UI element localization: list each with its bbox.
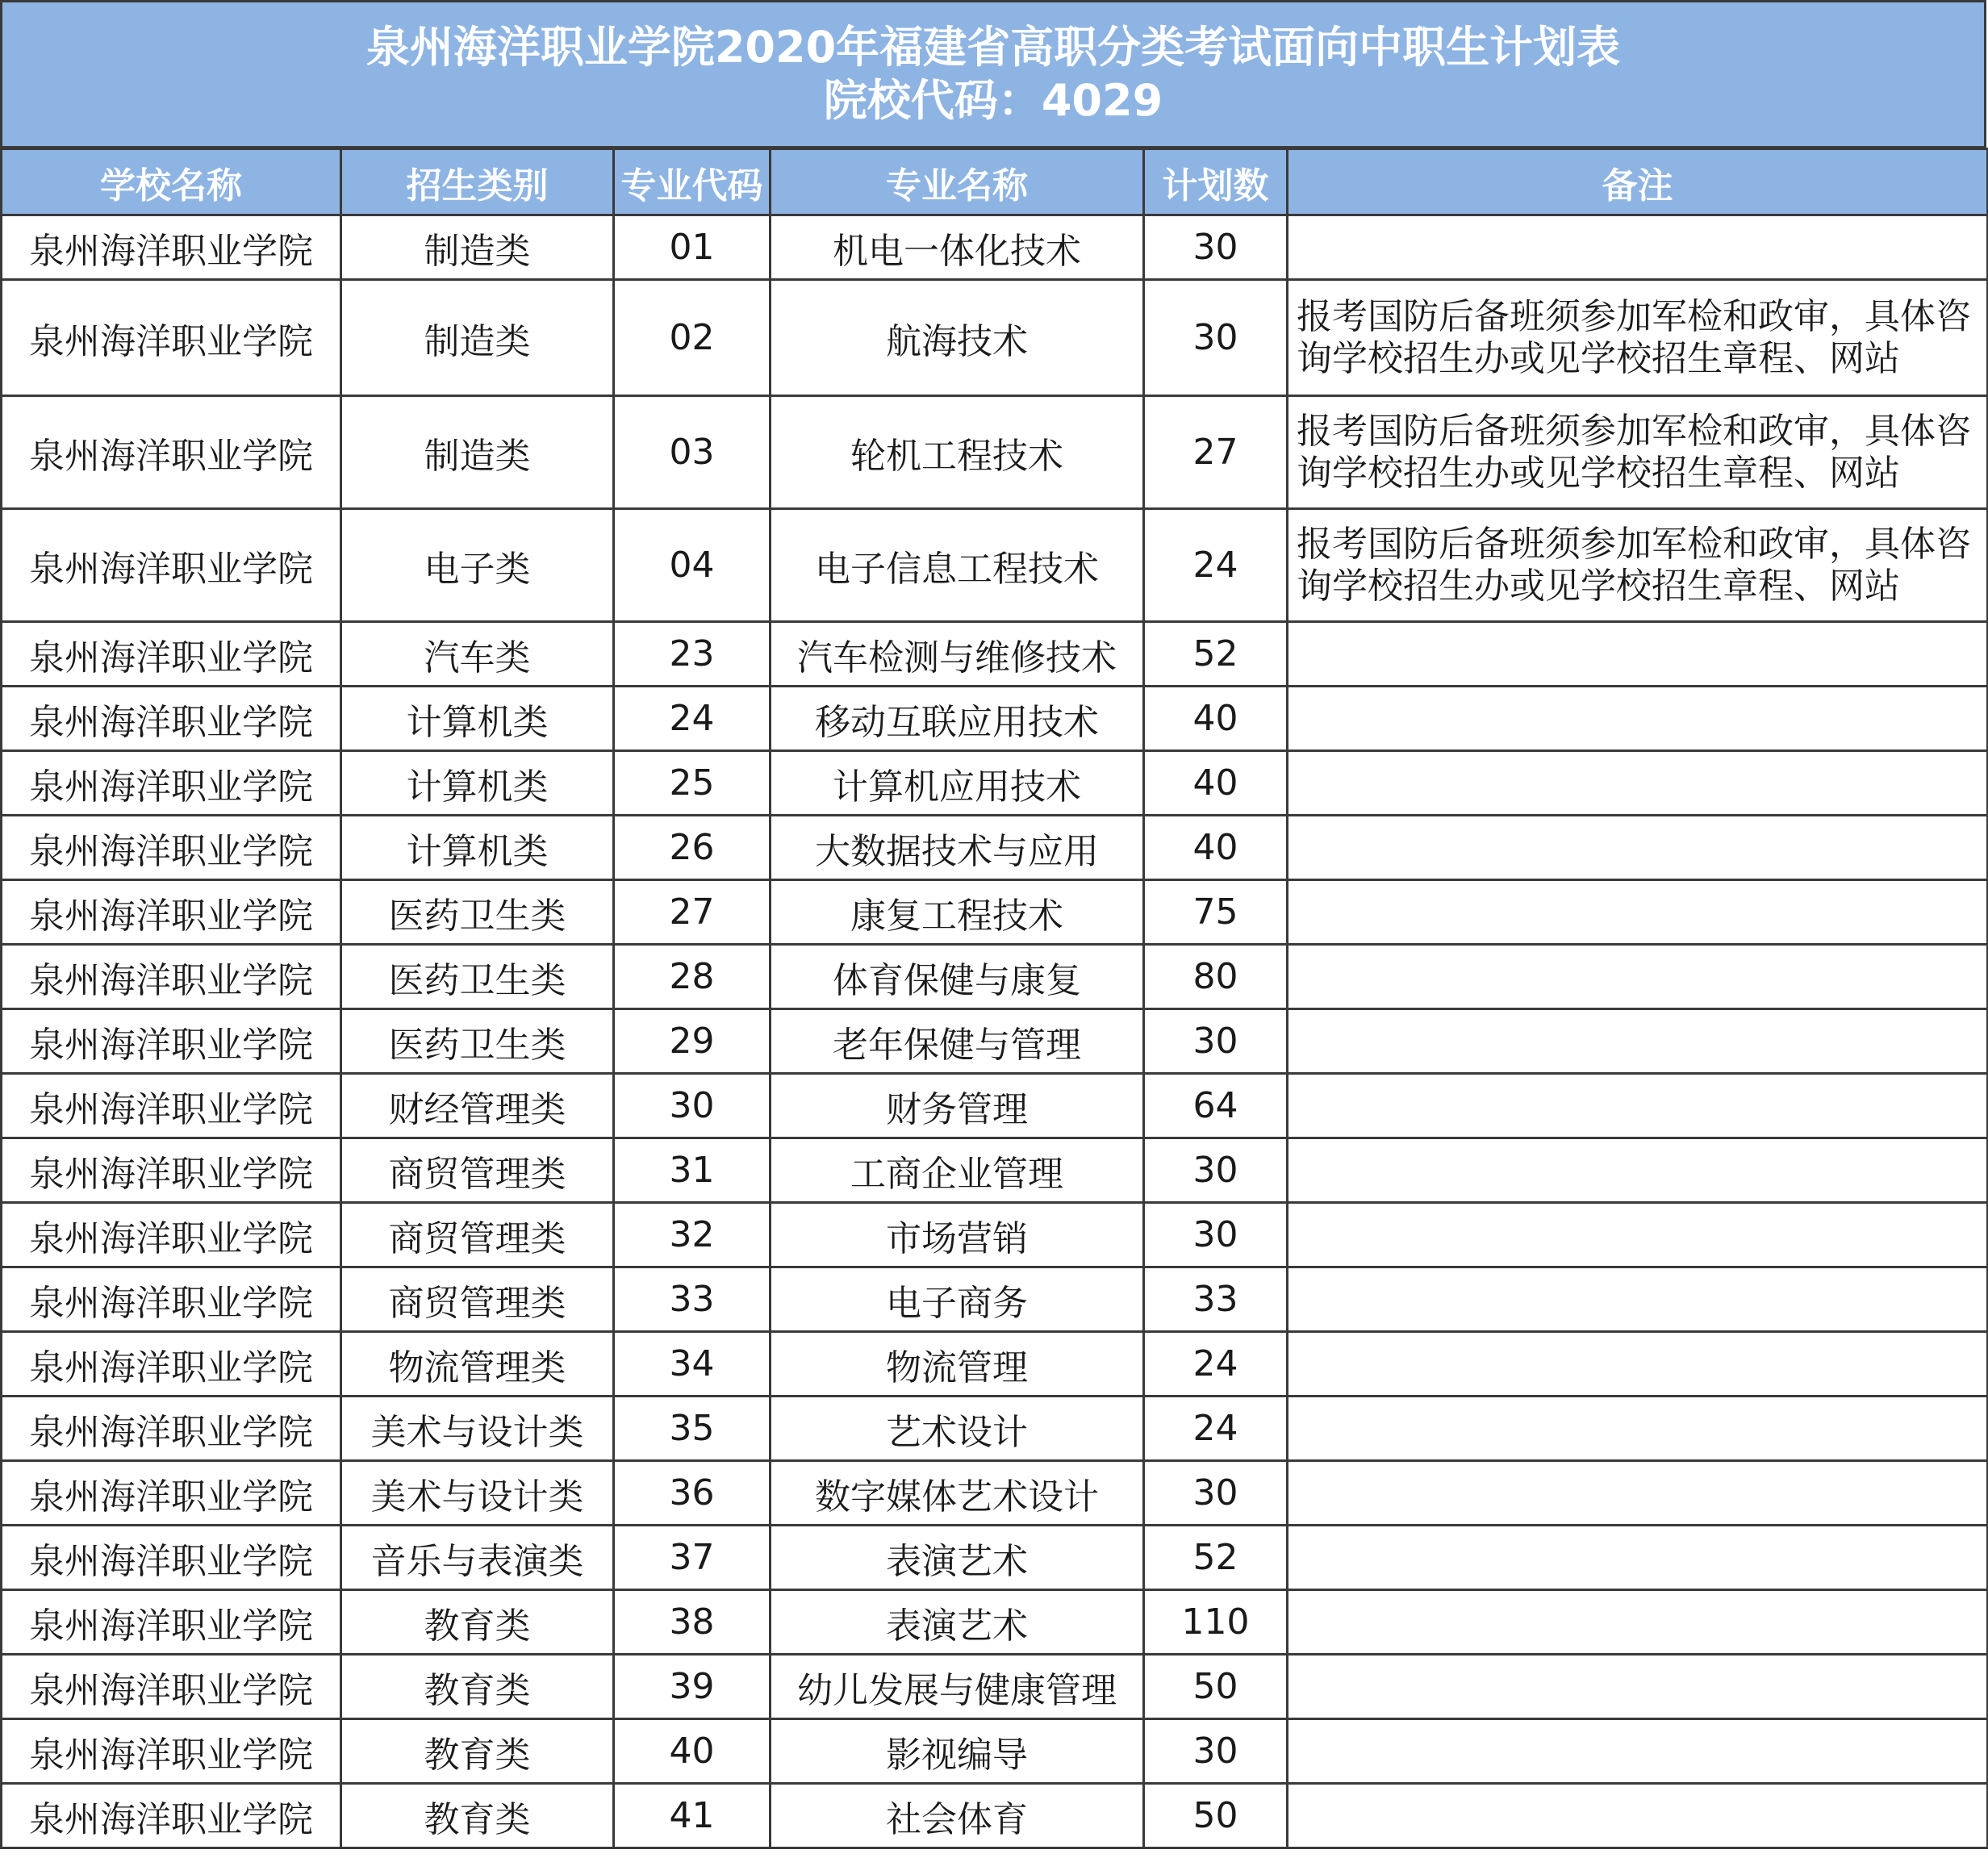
- cell-code: 36: [614, 1461, 771, 1526]
- table-row: [2, 1203, 1988, 1267]
- cell-category: 教育类: [341, 1590, 614, 1655]
- cell-code: 37: [614, 1526, 771, 1590]
- cell-code: 41: [614, 1784, 771, 1848]
- table-row: [2, 509, 1988, 622]
- cell-code: 30: [614, 1074, 771, 1138]
- title-block: [0, 0, 1986, 148]
- cell-remark: [1288, 1332, 1988, 1397]
- cell-remark: [1288, 751, 1988, 816]
- cell-category: 医药卫生类: [341, 880, 614, 945]
- cell-plan: 40: [1144, 751, 1288, 816]
- cell-major: 表演艺术: [771, 1526, 1144, 1590]
- cell-remark: [1288, 215, 1988, 280]
- table-row: [2, 1655, 1988, 1719]
- cell-school: 泉州海洋职业学院: [2, 1461, 341, 1526]
- cell-major: 老年保健与管理: [771, 1009, 1144, 1074]
- cell-code: 27: [614, 880, 771, 945]
- cell-school: 泉州海洋职业学院: [2, 1074, 341, 1138]
- cell-school: 泉州海洋职业学院: [2, 280, 341, 396]
- cell-code: 26: [614, 816, 771, 880]
- table-row: [2, 1138, 1988, 1203]
- cell-category: 汽车类: [341, 622, 614, 687]
- cell-category: 物流管理类: [341, 1332, 614, 1397]
- cell-plan: 30: [1144, 280, 1288, 396]
- cell-category: 医药卫生类: [341, 945, 614, 1009]
- cell-school: 泉州海洋职业学院: [2, 1526, 341, 1590]
- table-row: [2, 396, 1988, 509]
- table-row: [2, 816, 1988, 880]
- cell-plan: 33: [1144, 1267, 1288, 1332]
- cell-plan: 50: [1144, 1655, 1288, 1719]
- cell-category: 制造类: [341, 280, 614, 396]
- cell-major: 大数据技术与应用: [771, 816, 1144, 880]
- cell-school: 泉州海洋职业学院: [2, 751, 341, 816]
- cell-major: 汽车检测与维修技术: [771, 622, 1144, 687]
- table-row: [2, 751, 1988, 816]
- header-row: [2, 149, 1988, 215]
- header-category: 招生类别: [341, 149, 614, 215]
- cell-code: 34: [614, 1332, 771, 1397]
- cell-plan: 30: [1144, 1009, 1288, 1074]
- cell-plan: 64: [1144, 1074, 1288, 1138]
- table-row: [2, 1526, 1988, 1590]
- cell-school: 泉州海洋职业学院: [2, 1590, 341, 1655]
- cell-major: 机电一体化技术: [771, 215, 1144, 280]
- cell-major: 财务管理: [771, 1074, 1144, 1138]
- cell-remark: [1288, 880, 1988, 945]
- cell-school: 泉州海洋职业学院: [2, 1009, 341, 1074]
- cell-major: 艺术设计: [771, 1397, 1144, 1461]
- cell-major: 幼儿发展与健康管理: [771, 1655, 1144, 1719]
- cell-major: 康复工程技术: [771, 880, 1144, 945]
- cell-school: 泉州海洋职业学院: [2, 1267, 341, 1332]
- cell-remark: [1288, 687, 1988, 751]
- header-school: 学校名称: [2, 149, 341, 215]
- table-row: [2, 1719, 1988, 1784]
- cell-category: 教育类: [341, 1719, 614, 1784]
- cell-plan: 110: [1144, 1590, 1288, 1655]
- table-row: [2, 1074, 1988, 1138]
- cell-major: 表演艺术: [771, 1590, 1144, 1655]
- cell-remark: [1288, 1655, 1988, 1719]
- table-row: [2, 1267, 1988, 1332]
- header-code: 专业代码: [614, 149, 771, 215]
- cell-code: 03: [614, 396, 771, 509]
- cell-plan: 30: [1144, 1719, 1288, 1784]
- cell-school: 泉州海洋职业学院: [2, 880, 341, 945]
- cell-major: 社会体育: [771, 1784, 1144, 1848]
- cell-plan: 75: [1144, 880, 1288, 945]
- cell-plan: 24: [1144, 1397, 1288, 1461]
- cell-remark: 报考国防后备班须参加军检和政审，具体咨询学校招生办或见学校招生章程、网站: [1288, 396, 1988, 509]
- cell-major: 航海技术: [771, 280, 1144, 396]
- table-row: [2, 280, 1988, 396]
- cell-plan: 30: [1144, 1203, 1288, 1267]
- cell-plan: 40: [1144, 816, 1288, 880]
- cell-remark: [1288, 1009, 1988, 1074]
- cell-remark: [1288, 622, 1988, 687]
- cell-school: 泉州海洋职业学院: [2, 1719, 341, 1784]
- cell-category: 商贸管理类: [341, 1203, 614, 1267]
- cell-school: 泉州海洋职业学院: [2, 1203, 341, 1267]
- cell-plan: 50: [1144, 1784, 1288, 1848]
- table-row: [2, 1461, 1988, 1526]
- cell-plan: 40: [1144, 687, 1288, 751]
- cell-category: 音乐与表演类: [341, 1526, 614, 1590]
- cell-plan: 30: [1144, 1461, 1288, 1526]
- cell-category: 计算机类: [341, 687, 614, 751]
- cell-major: 电子商务: [771, 1267, 1144, 1332]
- cell-code: 39: [614, 1655, 771, 1719]
- cell-category: 财经管理类: [341, 1074, 614, 1138]
- cell-remark: [1288, 1203, 1988, 1267]
- cell-remark: [1288, 1590, 1988, 1655]
- cell-remark: [1288, 1719, 1988, 1784]
- cell-plan: 80: [1144, 945, 1288, 1009]
- table-row: [2, 880, 1988, 945]
- cell-category: 电子类: [341, 509, 614, 622]
- cell-major: 数字媒体艺术设计: [771, 1461, 1144, 1526]
- cell-category: 制造类: [341, 215, 614, 280]
- cell-school: 泉州海洋职业学院: [2, 1332, 341, 1397]
- table-row: [2, 1397, 1988, 1461]
- table-row: [2, 1009, 1988, 1074]
- cell-remark: [1288, 1526, 1988, 1590]
- cell-remark: [1288, 1138, 1988, 1203]
- cell-category: 医药卫生类: [341, 1009, 614, 1074]
- cell-school: 泉州海洋职业学院: [2, 1138, 341, 1203]
- cell-remark: [1288, 1267, 1988, 1332]
- cell-remark: [1288, 945, 1988, 1009]
- cell-major: 物流管理: [771, 1332, 1144, 1397]
- cell-school: 泉州海洋职业学院: [2, 1397, 341, 1461]
- table-row: [2, 687, 1988, 751]
- cell-school: 泉州海洋职业学院: [2, 509, 341, 622]
- cell-remark: [1288, 1784, 1988, 1848]
- cell-category: 教育类: [341, 1784, 614, 1848]
- cell-category: 美术与设计类: [341, 1397, 614, 1461]
- cell-remark: [1288, 1461, 1988, 1526]
- cell-major: 市场营销: [771, 1203, 1144, 1267]
- cell-category: 美术与设计类: [341, 1461, 614, 1526]
- cell-major: 体育保健与康复: [771, 945, 1144, 1009]
- table-row: [2, 622, 1988, 687]
- cell-major: 移动互联应用技术: [771, 687, 1144, 751]
- cell-code: 02: [614, 280, 771, 396]
- cell-code: 24: [614, 687, 771, 751]
- cell-code: 23: [614, 622, 771, 687]
- cell-plan: 52: [1144, 1526, 1288, 1590]
- cell-major: 影视编导: [771, 1719, 1144, 1784]
- cell-category: 计算机类: [341, 751, 614, 816]
- cell-category: 商贸管理类: [341, 1138, 614, 1203]
- cell-code: 40: [614, 1719, 771, 1784]
- header-remark: 备注: [1288, 149, 1988, 215]
- cell-code: 28: [614, 945, 771, 1009]
- cell-code: 04: [614, 509, 771, 622]
- cell-school: 泉州海洋职业学院: [2, 1655, 341, 1719]
- cell-code: 38: [614, 1590, 771, 1655]
- table-row: [2, 1590, 1988, 1655]
- cell-major: 工商企业管理: [771, 1138, 1144, 1203]
- table-row: [2, 945, 1988, 1009]
- cell-major: 电子信息工程技术: [771, 509, 1144, 622]
- cell-category: 教育类: [341, 1655, 614, 1719]
- cell-school: 泉州海洋职业学院: [2, 816, 341, 880]
- cell-code: 01: [614, 215, 771, 280]
- cell-school: 泉州海洋职业学院: [2, 396, 341, 509]
- cell-school: 泉州海洋职业学院: [2, 1784, 341, 1848]
- cell-code: 33: [614, 1267, 771, 1332]
- cell-category: 商贸管理类: [341, 1267, 614, 1332]
- cell-plan: 27: [1144, 396, 1288, 509]
- cell-category: 制造类: [341, 396, 614, 509]
- cell-plan: 52: [1144, 622, 1288, 687]
- cell-major: 计算机应用技术: [771, 751, 1144, 816]
- cell-school: 泉州海洋职业学院: [2, 687, 341, 751]
- cell-code: 25: [614, 751, 771, 816]
- cell-plan: 24: [1144, 1332, 1288, 1397]
- table-row: [2, 215, 1988, 280]
- school-code: 院校代码：4029: [823, 75, 1163, 126]
- page-title: 泉州海洋职业学院2020年福建省高职分类考试面向中职生计划表: [365, 22, 1621, 73]
- cell-plan: 30: [1144, 1138, 1288, 1203]
- cell-category: 计算机类: [341, 816, 614, 880]
- cell-school: 泉州海洋职业学院: [2, 215, 341, 280]
- cell-code: 31: [614, 1138, 771, 1203]
- cell-code: 29: [614, 1009, 771, 1074]
- cell-remark: 报考国防后备班须参加军检和政审，具体咨询学校招生办或见学校招生章程、网站: [1288, 280, 1988, 396]
- cell-school: 泉州海洋职业学院: [2, 622, 341, 687]
- cell-remark: 报考国防后备班须参加军检和政审，具体咨询学校招生办或见学校招生章程、网站: [1288, 509, 1988, 622]
- cell-code: 32: [614, 1203, 771, 1267]
- cell-plan: 30: [1144, 215, 1288, 280]
- table-row: [2, 1332, 1988, 1397]
- cell-plan: 24: [1144, 509, 1288, 622]
- plan-table: [0, 148, 1988, 1849]
- cell-remark: [1288, 1074, 1988, 1138]
- cell-code: 35: [614, 1397, 771, 1461]
- header-plan: 计划数: [1144, 149, 1288, 215]
- header-major: 专业名称: [771, 149, 1144, 215]
- table-row: [2, 1784, 1988, 1848]
- cell-remark: [1288, 816, 1988, 880]
- cell-major: 轮机工程技术: [771, 396, 1144, 509]
- cell-remark: [1288, 1397, 1988, 1461]
- cell-school: 泉州海洋职业学院: [2, 945, 341, 1009]
